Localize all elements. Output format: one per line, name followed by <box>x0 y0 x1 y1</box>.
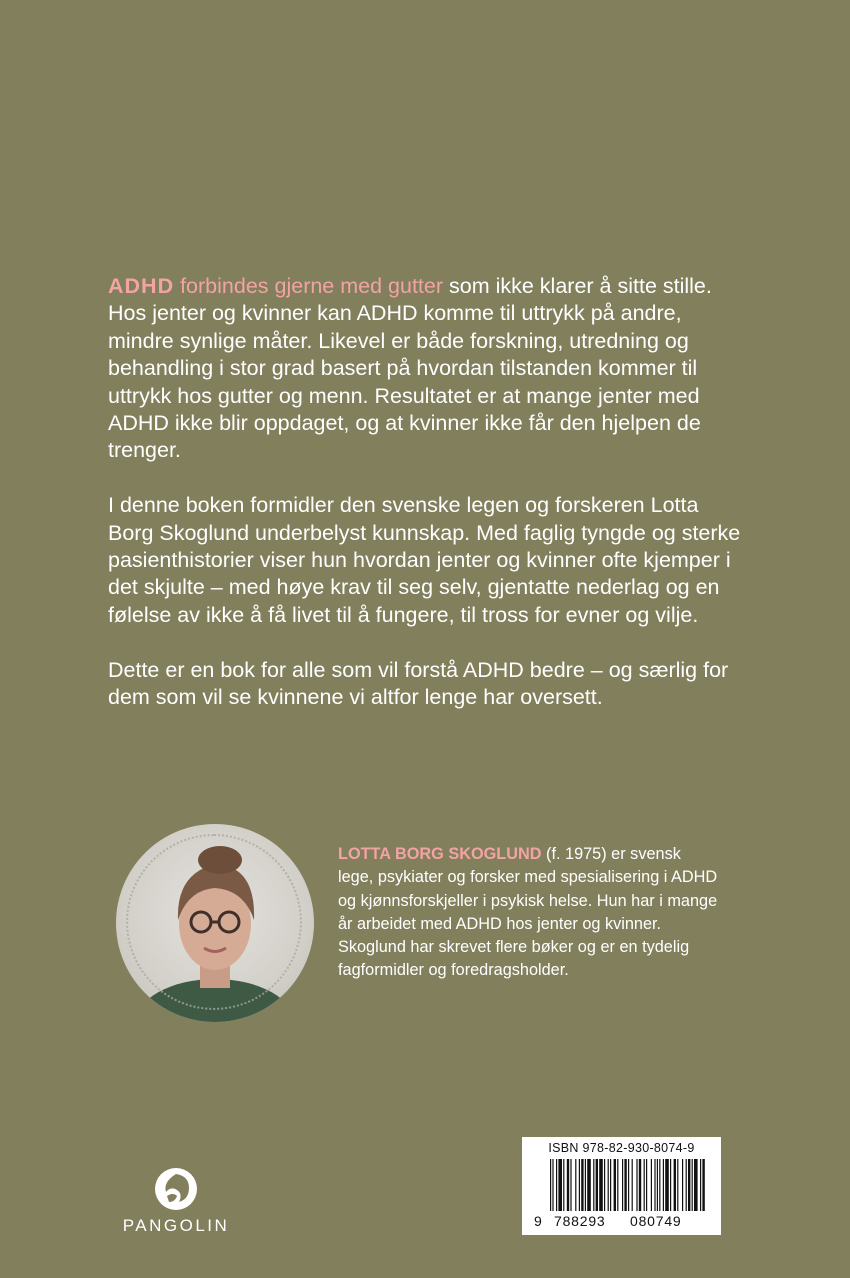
blurb-paragraph-1-rest: som ikke klarer å sitte stille. Hos jenter og kvinner kan ADHD komme til uttrykk på andre, mindre synlige måter. Likevel er både forskning, utredning og behandling i stor grad basert på hvordan tilstanden kommer til uttrykk hos gutter og menn. Resultatet er at mange jenter med ADHD ikke blir oppdaget, og at kvinner ikke får den hjelpen de trenger. <box>108 274 712 463</box>
barcode-bar <box>581 1159 583 1211</box>
blurb-paragraph-3: Dette er en bok for alle som vil forstå ADHD bedre – og særlig for dem som vil se kvinnene vi altfor lenge har oversett. <box>108 657 729 710</box>
barcode <box>550 1159 710 1215</box>
author-portrait-figure <box>116 824 314 1022</box>
barcode-bar <box>639 1159 641 1211</box>
barcode-bar <box>567 1159 569 1211</box>
author-name: LOTTA BORG SKOGLUND <box>338 845 542 863</box>
barcode-bar <box>686 1159 687 1211</box>
barcode-bar <box>644 1159 645 1211</box>
blurb-lead <box>108 274 443 298</box>
barcode-bar <box>670 1159 671 1211</box>
barcode-bar <box>628 1159 629 1211</box>
barcode-bar <box>674 1159 676 1211</box>
barcode-bar <box>677 1159 678 1211</box>
blurb-lead-bold: ADHD <box>108 274 175 298</box>
barcode-bar <box>651 1159 652 1211</box>
barcode-bar <box>617 1159 618 1211</box>
barcode-bar <box>646 1159 647 1211</box>
author-portrait <box>116 824 314 1022</box>
pangolin-icon <box>153 1166 199 1212</box>
isbn-digits-left: 788293 <box>554 1213 606 1229</box>
barcode-bar <box>688 1159 690 1211</box>
barcode-bar <box>579 1159 580 1211</box>
barcode-bar <box>632 1159 633 1211</box>
blurb-paragraph-1 <box>108 273 748 465</box>
blurb-paragraph-2: I denne boken formidler den svenske legen og forskeren Lotta Borg Skoglund underbelyst kunnskap. Med faglig tyngde og sterke pasienthistorier viser hun hvordan jenter og kvinner ofte kjemper i det skjulte – med høye krav til seg selv, gjentatte nederlag og en følelse av ikke å få livet til å fungere, til tross for evner og vilje. <box>108 493 741 627</box>
barcode-bar <box>692 1159 693 1211</box>
isbn-barcode-box <box>522 1137 721 1235</box>
barcode-bar <box>599 1159 603 1211</box>
barcode-bar <box>614 1159 616 1211</box>
barcode-bar <box>575 1159 576 1211</box>
barcode-bar <box>702 1159 704 1211</box>
isbn-label: ISBN 978-82-930-8074-9 <box>548 1141 695 1155</box>
barcode-bar <box>604 1159 605 1211</box>
barcode-bar <box>663 1159 664 1211</box>
barcode-bar <box>665 1159 669 1211</box>
barcode-bar <box>558 1159 562 1211</box>
barcode-bar <box>654 1159 655 1211</box>
isbn-digit-first: 9 <box>534 1213 542 1229</box>
barcode-bar <box>659 1159 660 1211</box>
barcode-bar <box>610 1159 611 1211</box>
author-bio-text: (f. 1975) er svensk lege, psykiater og forsker med spesialisering i ADHD og kjønnsforskjeller i psykisk helse. Hun har i mange år arbeidet med ADHD hos jenter og kvinner. Skoglund har skrevet flere bøker og er en tydelig fagformidler og foredragsholder. <box>338 845 718 980</box>
isbn-digits-right: 080749 <box>630 1213 682 1229</box>
barcode-bar <box>550 1159 551 1211</box>
publisher-name: PANGOLIN <box>122 1216 230 1235</box>
barcode-bar <box>657 1159 658 1211</box>
publisher-logo <box>110 1166 242 1240</box>
barcode-bar <box>608 1159 609 1211</box>
barcode-bar <box>552 1159 553 1211</box>
barcode-bar <box>682 1159 683 1211</box>
barcode-bar <box>563 1159 564 1211</box>
author-bio <box>338 843 718 983</box>
barcode-bar <box>593 1159 594 1211</box>
blurb <box>108 273 748 739</box>
barcode-bar <box>624 1159 626 1211</box>
blurb-lead-rest: forbindes gjerne med gutter <box>174 274 444 298</box>
barcode-bar <box>585 1159 586 1211</box>
barcode-bar <box>694 1159 698 1211</box>
barcode-bar <box>587 1159 591 1211</box>
barcode-bar <box>556 1159 557 1211</box>
barcode-bar <box>596 1159 598 1211</box>
barcode-bar <box>622 1159 623 1211</box>
barcode-bar <box>700 1159 701 1211</box>
barcode-bar <box>636 1159 637 1211</box>
barcode-bar <box>570 1159 571 1211</box>
